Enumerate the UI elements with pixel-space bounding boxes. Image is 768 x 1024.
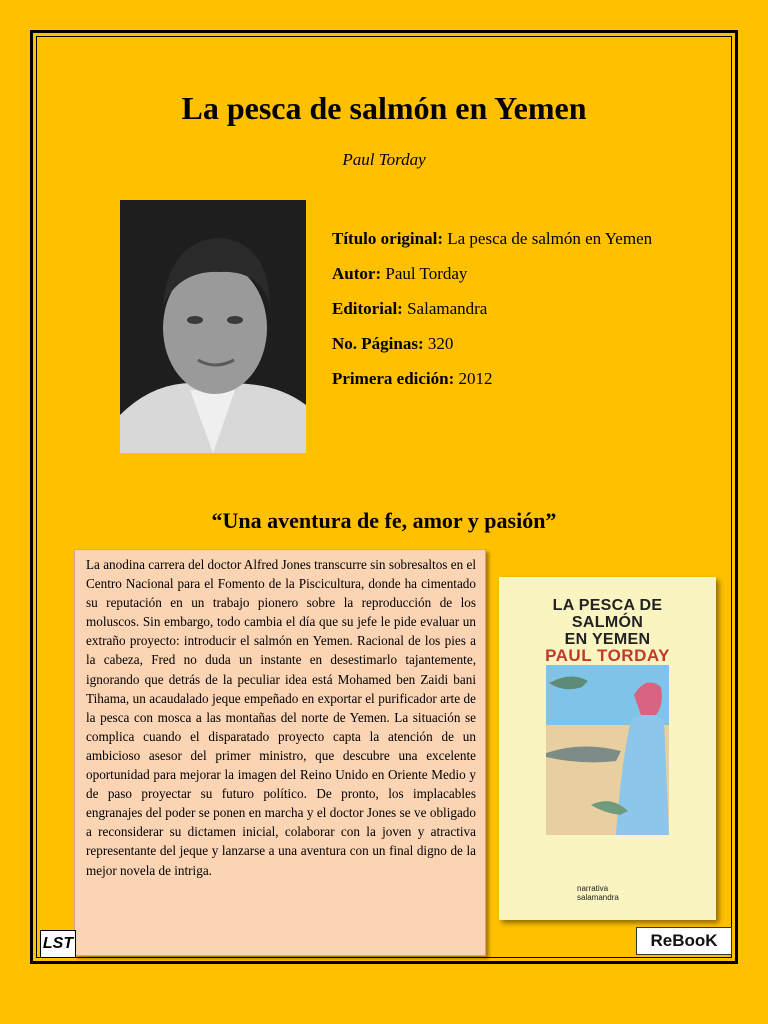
- info-row-editorial: [332, 296, 672, 322]
- synopsis-box: La anodina carrera del doctor Alfred Jones transcurre sin sobresaltos en el Centro Nacional para el Fomento de la Piscicultura, donde ha cimentado su reputación en un trabajo pionero sobre la reproducción de los moluscos. Sin embargo, todo cambia el día que su jefe le pide evaluar un extraño proyecto: introducir el salmón en Yemen. Racional de los pies a la cabeza, Fred no duda un instante en desestimarlo tajantemente, ignorando que detrás de la peculiar idea está Mohamed ben Zaidi bani Tihama, un acaudalado jeque empeñado en exportar el purificador arte de la pesca con mosca a las montañas del norte de Yemen. La situación se complica cuando el disparatado proyecto capta la atención de un ambicioso asesor del primer ministro, que descubre una excelente oportunidad para mejorar la imagen del Reino Unido en Oriente Medio y de paso proyectar su futuro político. De pronto, los implacables engranajes del poder se ponen en marcha y el doctor Jones se ve obligado a reconsiderar su dictamen inicial, colaborar con la joven y atractiva representante del jeque y lanzarse a una aventura con un final digno de la mejor novela de intriga.: [74, 549, 486, 956]
- info-value: La pesca de salmón en Yemen: [447, 229, 653, 248]
- info-label: Primera edición:: [332, 369, 455, 388]
- info-label: Título original:: [332, 229, 443, 248]
- cover-title-line: SALMÓN: [571, 614, 644, 631]
- cover-title-line: EN YEMEN: [564, 631, 651, 648]
- info-value: Salamandra: [407, 299, 488, 318]
- author-portrait: [120, 200, 306, 453]
- cover-publisher-name: salamandra: [577, 893, 619, 902]
- rebook-logo: ReBooK: [636, 927, 732, 955]
- info-value: Paul Torday: [385, 264, 468, 283]
- book-author: Paul Torday: [342, 150, 426, 169]
- info-row-autor: [332, 261, 672, 287]
- lst-logo: LST: [40, 930, 76, 958]
- info-row-paginas: [332, 331, 672, 357]
- book-info: [332, 226, 672, 401]
- info-label: Editorial:: [332, 299, 403, 318]
- cover-publisher: [577, 884, 619, 902]
- info-row-titulo: [332, 226, 672, 252]
- cover-collection: narrativa: [577, 884, 609, 893]
- info-value: 2012: [458, 369, 493, 388]
- info-label: No. Páginas:: [332, 334, 424, 353]
- tagline-quote: “Una aventura de fe, amor y pasión”: [211, 508, 557, 533]
- cover-title-line: LA PESCA DE: [552, 597, 663, 614]
- info-row-edicion: [332, 366, 672, 392]
- cover-author: PAUL TORDAY: [545, 646, 670, 665]
- book-title: La pesca de salmón en Yemen: [181, 90, 587, 126]
- cover-illustration: [546, 665, 669, 835]
- book-cover: [499, 577, 716, 920]
- info-value: 320: [427, 334, 454, 353]
- cover-title: [499, 597, 716, 648]
- info-label: Autor:: [332, 264, 382, 283]
